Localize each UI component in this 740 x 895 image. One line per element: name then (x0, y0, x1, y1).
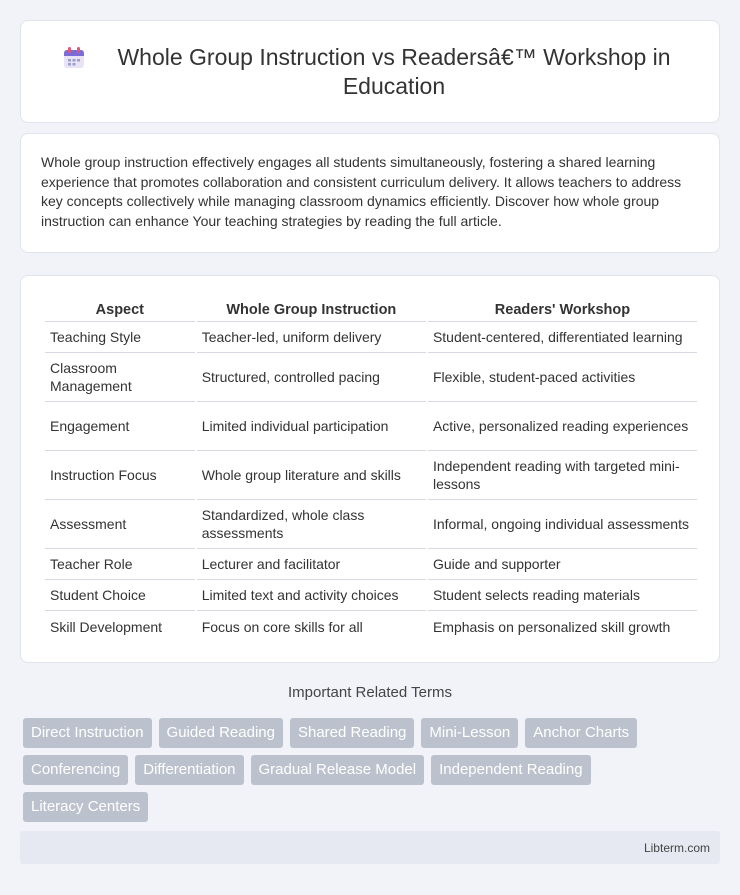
cell-whole-group: Teacher-led, uniform delivery (197, 322, 426, 353)
cell-whole-group: Whole group literature and skills (197, 451, 426, 500)
comparison-table (43, 296, 699, 642)
cell-readers-workshop: Student selects reading materials (428, 580, 697, 611)
cell-aspect: Classroom Management (45, 353, 195, 402)
footer (20, 831, 720, 864)
page-title: Whole Group Instruction vs Readersâ€™ Workshop in Education (117, 43, 671, 99)
footer-brand-link[interactable]: Libterm.com (643, 840, 710, 855)
intro-text: Whole group instruction effectively engages all students simultaneously, fostering a shared learning experience that promotes collaboration and consistent curriculum delivery. It allows teachers to address key concepts collectively while managing classroom dynamics efficiently. Discover how whole group instruction can enhance Your teaching strategies by reading the full article. (41, 154, 682, 229)
cell-aspect: Teacher Role (45, 549, 195, 580)
tag-anchor-charts[interactable]: Anchor Charts (525, 718, 637, 748)
tag-gradual-release-model[interactable]: Gradual Release Model (251, 755, 425, 785)
cell-aspect: Student Choice (45, 580, 195, 611)
cell-readers-workshop: Informal, ongoing individual assessments (428, 500, 697, 549)
cell-aspect: Assessment (45, 500, 195, 549)
intro-card (20, 133, 720, 253)
table-row (45, 580, 697, 611)
tag-independent-reading[interactable]: Independent Reading (431, 755, 590, 785)
tag-conferencing[interactable]: Conferencing (23, 755, 128, 785)
table-row (45, 500, 697, 549)
table-row (45, 402, 697, 451)
header-card (20, 20, 720, 123)
tag-direct-instruction[interactable]: Direct Instruction (23, 718, 152, 748)
cell-aspect: Skill Development (50, 618, 163, 635)
tag-shared-reading[interactable]: Shared Reading (290, 718, 414, 748)
tag-differentiation[interactable]: Differentiation (135, 755, 243, 785)
header-inner (61, 43, 679, 101)
cell-readers-workshop: Active, personalized reading experiences (428, 402, 697, 451)
cell-readers-workshop: Independent reading with targeted mini-lessons (428, 451, 697, 500)
table-header-row (45, 296, 697, 322)
header-readers-workshop: Readers' Workshop (428, 296, 697, 322)
cell-whole-group: Limited text and activity choices (197, 580, 426, 611)
table-row (45, 353, 697, 402)
cell-whole-group: Structured, controlled pacing (197, 353, 426, 402)
cell-aspect: Engagement (45, 402, 195, 451)
table-row (45, 549, 697, 580)
table-row (45, 451, 697, 500)
calendar-icon (61, 45, 87, 71)
table-row (45, 322, 697, 353)
related-terms-list (20, 718, 720, 829)
cell-aspect: Instruction Focus (45, 451, 195, 500)
cell-readers-workshop: Student-centered, differentiated learning (428, 322, 697, 353)
cell-whole-group: Focus on core skills for all (201, 618, 363, 635)
cell-readers-workshop: Guide and supporter (428, 549, 697, 580)
tag-mini-lesson[interactable]: Mini-Lesson (421, 718, 518, 748)
header-whole-group: Whole Group Instruction (197, 296, 426, 322)
cell-whole-group: Limited individual participation (197, 402, 426, 451)
comparison-card (20, 275, 720, 663)
cell-readers-workshop: Emphasis on personalized skill growth (432, 618, 671, 635)
cell-whole-group: Standardized, whole class assessments (197, 500, 426, 549)
tag-guided-reading[interactable]: Guided Reading (159, 718, 283, 748)
related-terms-title: Important Related Terms (288, 684, 452, 701)
tag-literacy-centers[interactable]: Literacy Centers (23, 792, 148, 822)
table-row (45, 611, 697, 642)
cell-readers-workshop: Flexible, student-paced activities (428, 353, 697, 402)
cell-aspect: Teaching Style (45, 322, 195, 353)
header-aspect: Aspect (45, 296, 195, 322)
cell-whole-group: Lecturer and facilitator (197, 549, 426, 580)
